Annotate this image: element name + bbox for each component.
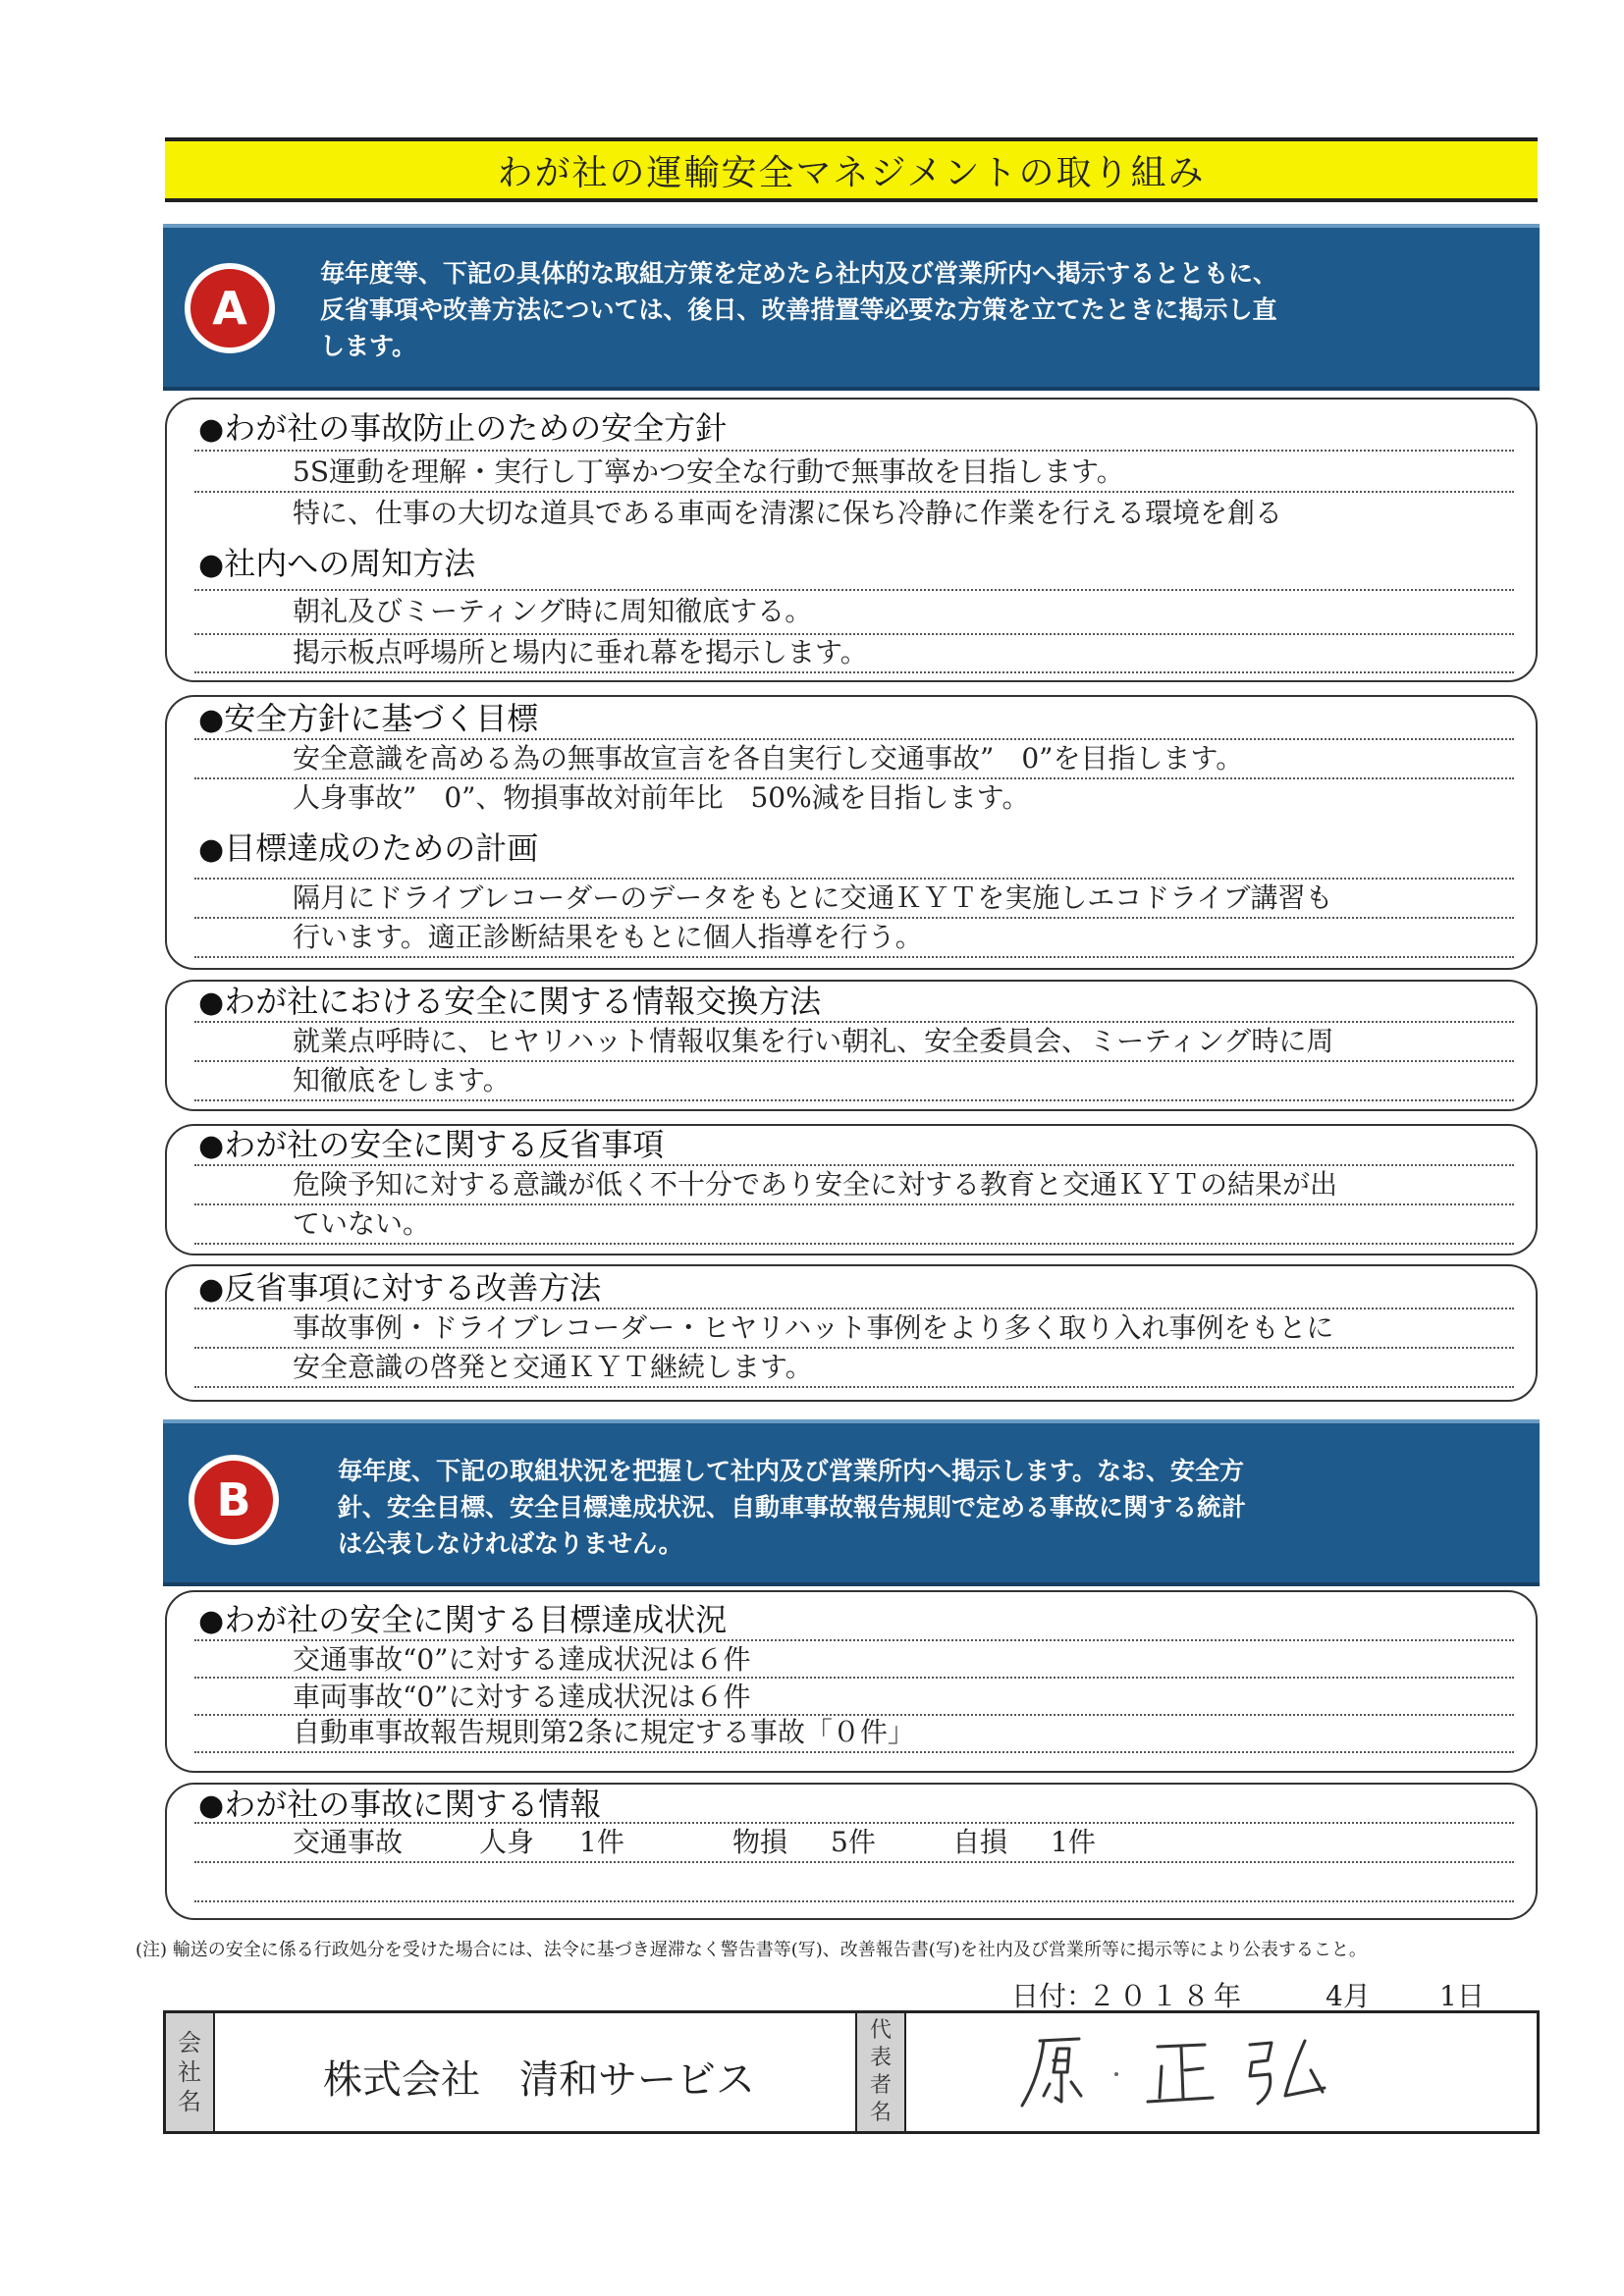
box5-line: 事故事例・ドライブレコーダー・ヒヤリハット事例をより多く取り入れ事例をもとに <box>293 1311 1334 1344</box>
dotted-rule <box>194 1639 1514 1641</box>
box5-heading-text: 反省事項に対する改善方法 <box>224 1269 602 1307</box>
company-label-cell <box>166 2013 213 2131</box>
section-a-banner <box>163 224 1540 391</box>
representative-signature <box>1010 2027 1364 2115</box>
box1-heading-2-text: 社内への周知方法 <box>224 545 476 582</box>
cell-divider <box>213 2013 215 2131</box>
box6-heading-text: わが社の安全に関する目標達成状況 <box>224 1601 728 1638</box>
dotted-rule <box>194 1203 1514 1205</box>
dotted-rule <box>194 1099 1514 1101</box>
section-a-text-line: 反省事項や改善方法については、後日、改善措置等必要な方策を立てたときに掲示し直 <box>320 295 1277 324</box>
accident-count-property: 5件 <box>831 1826 876 1858</box>
dotted-rule <box>194 917 1514 919</box>
box6-heading: ●わが社の安全に関する目標達成状況 <box>198 1601 728 1638</box>
dotted-rule <box>194 491 1514 493</box>
dotted-rule <box>194 1021 1514 1023</box>
signature-table <box>163 2010 1540 2134</box>
dotted-rule <box>194 1822 1514 1824</box>
dotted-rule <box>194 1347 1514 1349</box>
dotted-rule <box>194 1164 1514 1166</box>
box4-heading-text: わが社の安全に関する反省事項 <box>224 1126 665 1163</box>
section-a-text <box>320 255 1277 364</box>
box7-heading: ●わが社の事故に関する情報 <box>198 1786 602 1823</box>
representative-label-cell <box>857 2013 904 2131</box>
accident-type-self: 自損 <box>952 1826 1008 1858</box>
box1-line: 掲示板点呼場所と場内に垂れ幕を掲示します。 <box>293 636 868 668</box>
section-b-badge-letter: B <box>216 1473 251 1526</box>
dotted-rule <box>194 589 1514 591</box>
dotted-rule <box>194 777 1514 779</box>
date-day: 1日 <box>1439 1980 1485 2012</box>
box1-heading-1-text: わが社の事故防止のための安全方針 <box>224 409 728 447</box>
section-b-text <box>338 1453 1246 1562</box>
box4-line: 危険予知に対する意識が低く不十分であり安全に対する教育と交通ＫＹＴの結果が出 <box>293 1168 1338 1201</box>
box2-line: 人身事故” 0”、物損事故対前年比 50%減を目指します。 <box>293 781 1030 814</box>
box2-line: 隔月にドライブレコーダーのデータをもとに交通ＫＹＴを実施しエコドライブ講習も <box>293 881 1333 914</box>
box1-heading-1: ●わが社の事故防止のための安全方針 <box>198 409 728 447</box>
page-title: わが社の運輸安全マネジメントの取り組み <box>497 152 1206 193</box>
section-a-text-line: します。 <box>320 332 417 360</box>
section-a-badge-letter: A <box>212 282 247 335</box>
company-label-char: 社 <box>178 2058 201 2086</box>
section-a-text-line: 毎年度等、下記の具体的な取組方策を定めたら社内及び営業所内へ掲示するとともに、 <box>320 259 1278 288</box>
box2-line: 安全意識を高める為の無事故宣言を各自実行し交通事故” 0”を目指します。 <box>293 742 1244 774</box>
dotted-rule <box>194 633 1514 635</box>
box1-line: 朝礼及びミーティング時に周知徹底する。 <box>293 595 813 627</box>
box2-heading-2-text: 目標達成のための計画 <box>224 829 539 867</box>
title-bar <box>165 137 1538 202</box>
section-b-banner <box>163 1419 1540 1586</box>
section-b-text-line: 針、安全目標、安全目標達成状況、自動車事故報告規則で定める事故に関する統計 <box>338 1493 1247 1522</box>
box3-heading: ●わが社における安全に関する情報交換方法 <box>198 983 822 1020</box>
dotted-rule <box>194 671 1514 673</box>
box7-heading-text: わが社の事故に関する情報 <box>224 1786 602 1823</box>
company-label-char: 会 <box>178 2029 201 2056</box>
section-b-text-line: は公表しなければなりません。 <box>338 1529 683 1558</box>
dotted-rule <box>194 1386 1514 1388</box>
company-label-char: 名 <box>178 2088 201 2115</box>
dotted-rule <box>194 1900 1514 1902</box>
company-name: 株式会社 清和サービス <box>323 2057 755 2103</box>
box6-line: 自動車事故報告規則第2条に規定する事故「０件」 <box>293 1716 915 1748</box>
dotted-rule <box>194 956 1514 958</box>
section-a-badge <box>185 263 275 353</box>
rep-label-char: 表 <box>869 2046 892 2070</box>
dotted-rule <box>194 1751 1514 1753</box>
date-month: 4月 <box>1326 1980 1371 2012</box>
footnote: (注) 輸送の安全に係る行政処分を受けた場合には、法令に基づき遅滞なく警告書等(写)、改善報告書(写)を社内及び営業所等に掲示等により公表すること。 <box>135 1940 1367 1960</box>
section-b-badge <box>189 1455 279 1545</box>
box5-line: 安全意識の啓発と交通ＫＹＴ継続します。 <box>293 1351 813 1383</box>
box3-line: 知徹底をします。 <box>293 1064 511 1096</box>
box4-line: ていない。 <box>293 1207 431 1240</box>
accident-label: 交通事故 <box>293 1826 404 1858</box>
handwritten-signature-drawing <box>1010 2027 1364 2115</box>
dotted-rule <box>194 1060 1514 1062</box>
dotted-rule <box>194 1677 1514 1679</box>
rep-label-char: 名 <box>869 2101 892 2125</box>
box5-heading: ●反省事項に対する改善方法 <box>198 1269 602 1307</box>
accident-type-property: 物損 <box>732 1826 788 1858</box>
section-b-text-line: 毎年度、下記の取組状況を把握して社内及び営業所内へ掲示します。なお、安全方 <box>338 1457 1245 1485</box>
box1-line: 5S運動を理解・実行し丁寧かつ安全な行動で無事故を目指します。 <box>293 455 1124 488</box>
accident-count-self: 1件 <box>1051 1826 1096 1858</box>
box4-heading: ●わが社の安全に関する反省事項 <box>198 1126 665 1163</box>
dotted-rule <box>194 450 1514 452</box>
cell-divider <box>904 2013 906 2131</box>
dotted-rule <box>194 1308 1514 1309</box>
accident-type-injury: 人身 <box>479 1826 535 1858</box>
dotted-rule <box>194 1861 1514 1863</box>
box2-heading-1-text: 安全方針に基づく目標 <box>224 700 539 737</box>
box6-line: 交通事故“0”に対する達成状況は６件 <box>293 1643 751 1676</box>
box3-line: 就業点呼時に、ヒヤリハット情報収集を行い朝礼、安全委員会、ミーティング時に周 <box>293 1025 1334 1057</box>
box1-line: 特に、仕事の大切な道具である車両を清潔に保ち冷静に作業を行える環境を創る <box>293 497 1283 529</box>
box3-heading-text: わが社における安全に関する情報交換方法 <box>224 983 822 1020</box>
dotted-rule <box>194 878 1514 880</box>
box2-heading-1: ●安全方針に基づく目標 <box>198 700 539 737</box>
box1-heading-2: ●社内への周知方法 <box>198 545 476 582</box>
dotted-rule <box>194 1243 1514 1245</box>
dotted-rule <box>194 738 1514 740</box>
box6-line: 車両事故“0”に対する達成状況は６件 <box>293 1681 751 1713</box>
date-year: ２０１８年 <box>1088 1980 1246 2012</box>
rep-label-char: 代 <box>869 2018 892 2043</box>
date-label: 日付： <box>1011 1980 1095 2012</box>
rep-label-char: 者 <box>869 2073 892 2098</box>
box2-heading-2: ●目標達成のための計画 <box>198 829 539 867</box>
accident-count-injury: 1件 <box>579 1826 624 1858</box>
box2-line: 行います。適正診断結果をもとに個人指導を行う。 <box>293 921 923 953</box>
